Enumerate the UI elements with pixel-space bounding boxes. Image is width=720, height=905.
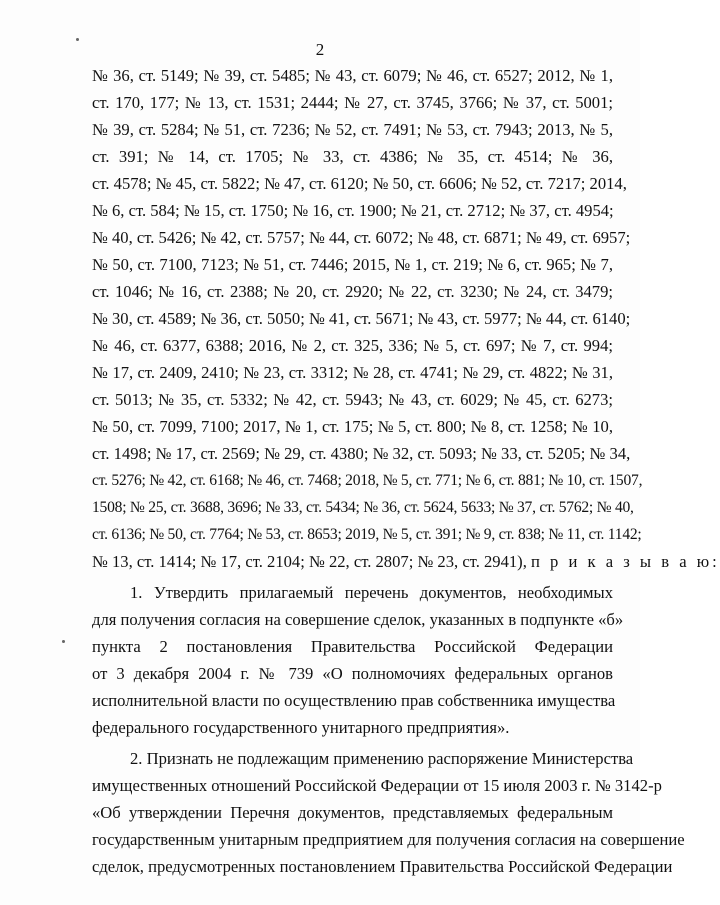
item-1-line: 1. Утвердить прилагаемый перечень документов, необходимых	[130, 583, 613, 602]
text-line-order	[92, 552, 720, 572]
item-1-line: от 3 декабря 2004 г. № 739 «О полномочиях федеральных органов	[92, 664, 613, 683]
text-line: № 6, ст. 584; № 15, ст. 1750; № 16, ст. 1900; № 21, ст. 2712; № 37, ст. 4954;	[92, 201, 614, 220]
text-line: ст. 170, 177; № 13, ст. 1531; 2444; № 27, ст. 3745, 3766; № 37, ст. 5001;	[92, 93, 613, 112]
item-2-line: имущественных отношений Российской Федерации от 15 июля 2003 г. № 3142-р	[92, 776, 662, 795]
item-2-line: «Об утверждении Перечня документов, представляемых федеральным	[92, 803, 613, 822]
order-word: п р и к а з ы в а ю:	[531, 552, 720, 571]
page-number: 2	[315, 40, 325, 59]
text-line: № 39, ст. 5284; № 51, ст. 7236; № 52, ст. 7491; № 53, ст. 7943; 2013, № 5,	[92, 120, 613, 139]
item-2-line: государственным унитарным предприятием для получения согласия на совершение	[92, 830, 685, 849]
text-line: ст. 1046; № 16, ст. 2388; № 20, ст. 2920; № 22, ст. 3230; № 24, ст. 3479;	[92, 282, 613, 301]
text-line: ст. 1498; № 17, ст. 2569; № 29, ст. 4380; № 32, ст. 5093; № 33, ст. 5205; № 34,	[92, 444, 631, 463]
text-line: ст. 5276; № 42, ст. 6168; № 46, ст. 7468; 2018, № 5, ст. 771; № 6, ст. 881; № 10, ст. 1507,	[92, 472, 643, 489]
text-line: № 40, ст. 5426; № 42, ст. 5757; № 44, ст. 6072; № 48, ст. 6871; № 49, ст. 6957;	[92, 228, 631, 247]
item-2-line: 2. Признать не подлежащим применению распоряжение Министерства	[130, 749, 634, 768]
text-line-citation-end: № 13, ст. 1414; № 17, ст. 2104; № 22, ст. 2807; № 23, ст. 2941),	[92, 552, 531, 571]
text-line: № 30, ст. 4589; № 36, ст. 5050; № 41, ст. 5671; № 43, ст. 5977; № 44, ст. 6140;	[92, 309, 631, 328]
text-line: 1508; № 25, ст. 3688, 3696; № 33, ст. 5434; № 36, ст. 5624, 5633; № 37, ст. 5762; № 40,	[92, 499, 634, 516]
text-line: ст. 5013; № 35, ст. 5332; № 42, ст. 5943; № 43, ст. 6029; № 45, ст. 6273;	[92, 390, 613, 409]
item-2-line: сделок, предусмотренных постановлением Правительства Российской Федерации	[92, 857, 673, 876]
text-line: № 46, ст. 6377, 6388; 2016, № 2, ст. 325, 336; № 5, ст. 697; № 7, ст. 994;	[92, 336, 613, 355]
text-line: № 50, ст. 7100, 7123; № 51, ст. 7446; 2015, № 1, ст. 219; № 6, ст. 965; № 7,	[92, 255, 613, 274]
text-line: ст. 391; № 14, ст. 1705; № 33, ст. 4386; № 35, ст. 4514; № 36,	[92, 147, 613, 166]
item-1-line: пункта 2 постановления Правительства Российской Федерации	[92, 637, 613, 656]
text-line: № 36, ст. 5149; № 39, ст. 5485; № 43, ст. 6079; № 46, ст. 6527; 2012, № 1,	[92, 66, 613, 85]
item-1-line: для получения согласия на совершение сделок, указанных в подпункте «б»	[92, 610, 624, 629]
text-line: ст. 4578; № 45, ст. 5822; № 47, ст. 6120; № 50, ст. 6606; № 52, ст. 7217; 2014,	[92, 174, 627, 193]
item-1-line: федерального государственного унитарного предприятия».	[92, 718, 510, 737]
scan-mark	[76, 38, 79, 41]
text-line: № 17, ст. 2409, 2410; № 23, ст. 3312; № 28, ст. 4741; № 29, ст. 4822; № 31,	[92, 363, 613, 382]
text-line: № 50, ст. 7099, 7100; 2017, № 1, ст. 175; № 5, ст. 800; № 8, ст. 1258; № 10,	[92, 417, 613, 436]
item-1-line: исполнительной власти по осуществлению прав собственника имущества	[92, 691, 616, 710]
text-line: ст. 6136; № 50, ст. 7764; № 53, ст. 8653; 2019, № 5, ст. 391; № 9, ст. 838; № 11, ст. 1142;	[92, 526, 642, 543]
scan-mark	[62, 640, 65, 643]
